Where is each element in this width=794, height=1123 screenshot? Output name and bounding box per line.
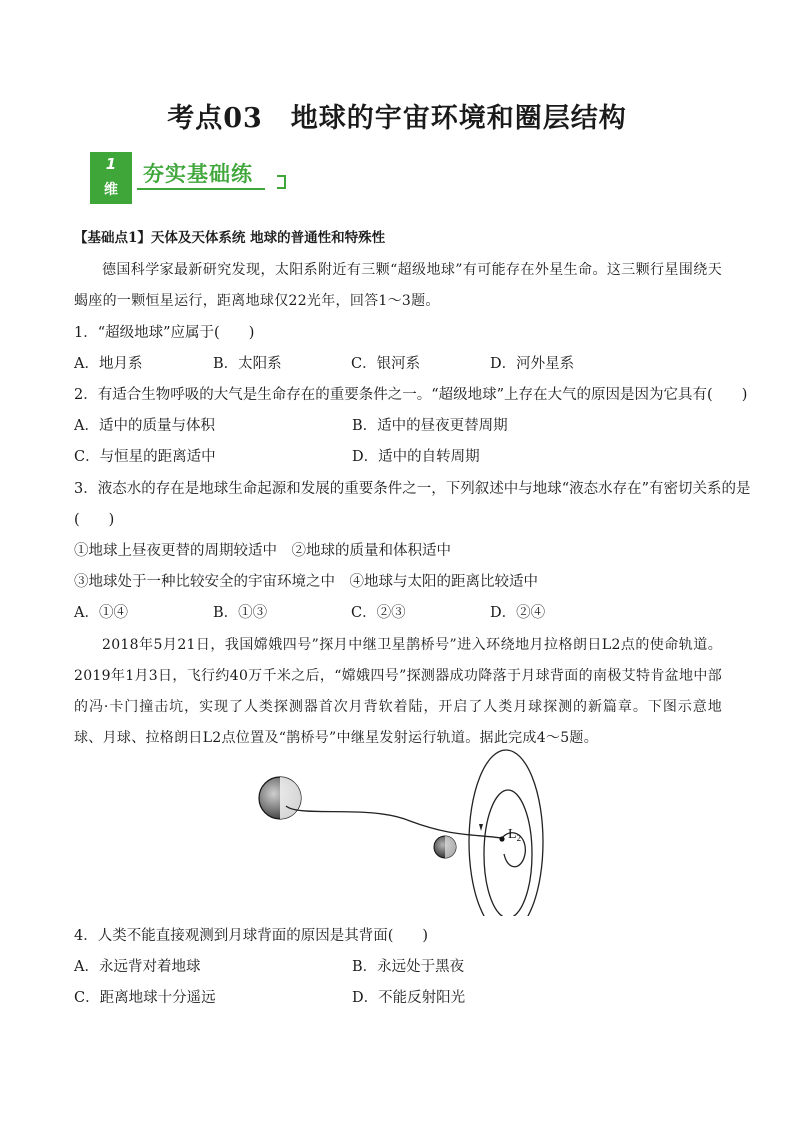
q4-option-d: D．不能反射阳光 — [352, 990, 466, 1006]
question-3-stem-cont: ( ) — [74, 512, 115, 528]
q4-option-b: B．永远处于黑夜 — [352, 959, 465, 975]
q3-statements-2: ③地球处于一种比较安全的宇宙环境之中 ④地球与太阳的距离比较适中 — [74, 574, 538, 590]
orbit-diagram — [250, 746, 550, 916]
q3-statements-1: ①地球上昼夜更替的周期较适中 ②地球的质量和体积适中 — [74, 543, 451, 559]
halo-orbit — [469, 750, 543, 916]
question-2-stem: 2．有适合生物呼吸的大气是生命存在的重要条件之一。“超级地球”上存在大气的原因是因为它具有( ) — [74, 387, 748, 403]
q4-option-c: C．距离地球十分遥远 — [74, 990, 216, 1006]
q1-option-a: A．地月系 — [74, 356, 143, 372]
q2-option-d: D．适中的自转周期 — [352, 449, 480, 465]
q2-option-b: B．适中的昼夜更替周期 — [352, 418, 508, 434]
passage-2: 2018年5月21日，我国嫦娥四号”探月中继卫星鹊桥号”进入环绕地月拉格朗日L2点的使命轨道。2019年1月3日，飞行约40万千米之后，“嫦娥四号”探测器成功降落于月球背面的南极艾特肯盆地中部的冯·卡门撞击坑，实现了人类探测器首次月背软着陆，开启了人类月球探测的新篇章。下图示意地球、月球、拉格朗日L2点位置及“鹊桥号”中继星发射运行轨道。据此完成4～5题。 — [74, 637, 722, 746]
section-badge — [90, 152, 290, 204]
badge-number-block — [90, 152, 132, 204]
q3-option-d: D．②④ — [490, 605, 546, 621]
q3-option-b: B．①③ — [213, 605, 268, 621]
q2-option-c: C．与恒星的距离适中 — [74, 449, 216, 465]
question-4-stem: 4．人类不能直接观测到月球背面的原因是其背面( ) — [74, 928, 429, 944]
moon-icon — [434, 836, 456, 858]
passage-1: 德国科学家最新研究发现，太阳系附近有三颗“超级地球”有可能存在外星生命。这三颗行星围绕天蝎座的一颗恒星运行，距离地球仅22光年，回答1～3题。 — [74, 262, 722, 309]
badge-unit: 维 — [104, 182, 118, 198]
earth-icon — [259, 777, 301, 819]
badge-corner-icon — [275, 174, 287, 190]
question-3-stem: 3．液态水的存在是地球生命起源和发展的重要条件之一，下列叙述中与地球“液态水存在”有密切关系的是 — [74, 481, 751, 497]
page-title: 考点03 地球的宇宙环境和圈层结构 — [167, 103, 627, 134]
section-heading: 【基础点1】天体及天体系统 地球的普通性和特殊性 — [74, 230, 386, 246]
badge-label: 夯实基础练 — [137, 160, 265, 190]
q4-option-a: A．永远背对着地球 — [74, 959, 201, 975]
q1-option-c: C．银河系 — [351, 356, 421, 372]
q3-option-c: C．②③ — [351, 605, 406, 621]
badge-number: 1 — [105, 155, 117, 173]
question-1-stem: 1．“超级地球”应属于( ) — [74, 325, 255, 341]
l2-label: $L_2$ — [508, 827, 522, 843]
orbit-direction-arrow-icon — [479, 824, 483, 831]
q3-option-a: A．①④ — [74, 605, 128, 621]
q2-option-a: A．适中的质量与体积 — [74, 418, 215, 434]
q1-option-d: D．河外星系 — [490, 356, 575, 372]
l2-point — [499, 836, 504, 841]
q1-option-b: B．太阳系 — [213, 356, 282, 372]
